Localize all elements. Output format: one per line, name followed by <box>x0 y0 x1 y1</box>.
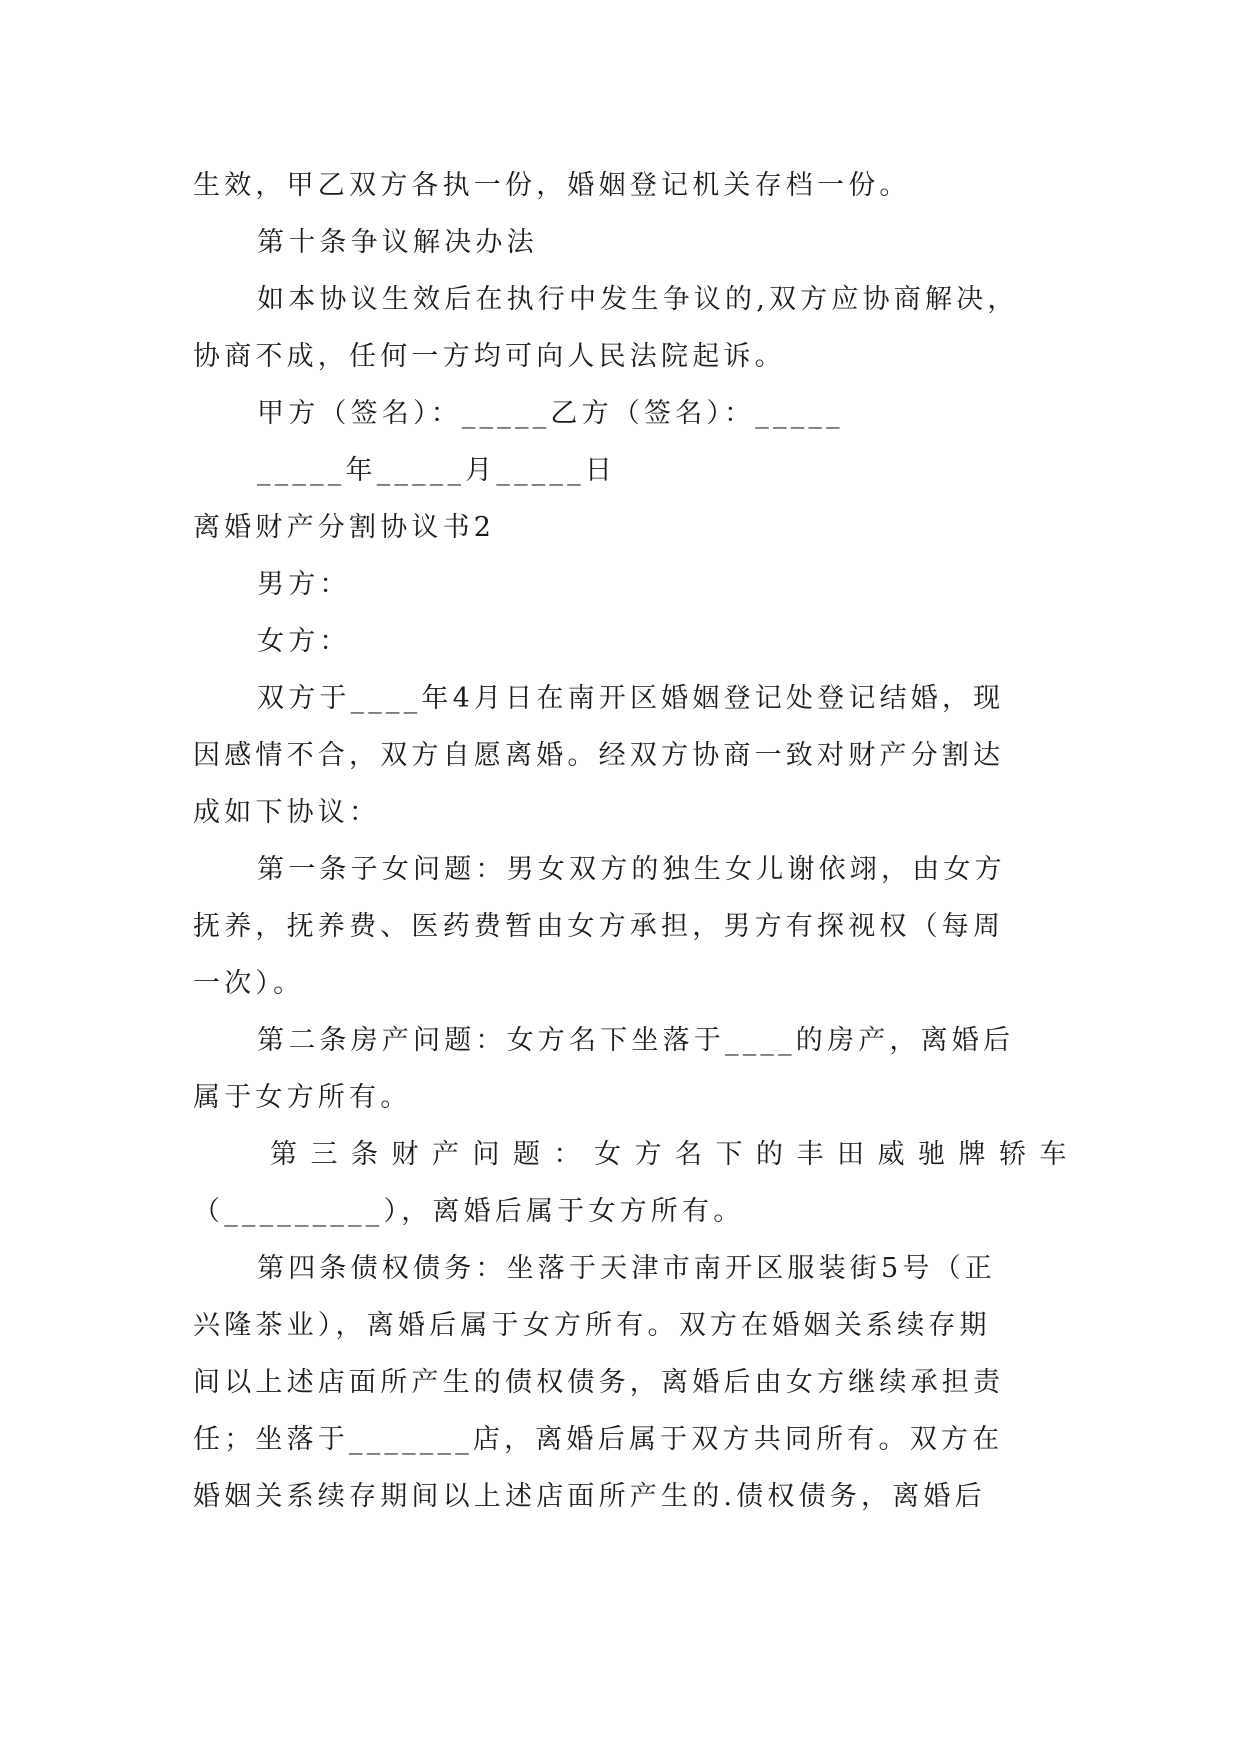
text-line: 第四条债权债务：坐落于天津市南开区服装街5号（正 <box>257 1253 996 1284</box>
text-line: 任；坐落于_______店，离婚后属于双方共同所有。双方在 <box>193 1424 1004 1455</box>
party-male: 男方： <box>257 569 351 600</box>
text-line: 间以上述店面所产生的债权债务，离婚后由女方继续承担责 <box>193 1367 1005 1398</box>
date-line: _____年_____月_____日 <box>257 455 617 486</box>
signature-line: 甲方（签名）：_____乙方（签名）：_____ <box>257 398 844 429</box>
text-line: 第三条财产问题：女方名下的丰田威驰牌轿车 <box>270 1139 1080 1170</box>
text-line: 双方于____年4月日在南开区婚姻登记处登记结婚，现 <box>257 683 1005 714</box>
text-line: 一次）。 <box>193 968 305 999</box>
text-line: 生效，甲乙双方各执一份，婚姻登记机关存档一份。 <box>193 170 911 201</box>
text-line: 兴隆茶业），离婚后属于女方所有。双方在婚姻关系续存期 <box>193 1310 991 1341</box>
text-line: 属于女方所有。 <box>193 1082 412 1113</box>
text-line: 抚养，抚养费、医药费暂由女方承担，男方有探视权（每周 <box>193 911 1005 942</box>
text-line: （_________），离婚后属于女方所有。 <box>193 1196 745 1227</box>
party-female: 女方： <box>257 626 351 657</box>
text-line: 因感情不合，双方自愿离婚。经双方协商一致对财产分割达 <box>193 740 1005 771</box>
text-line: 第一条子女问题：男女双方的独生女儿谢依翊，由女方 <box>257 854 1006 885</box>
text-line: 第二条房产问题：女方名下坐落于____的房产，离婚后 <box>257 1025 1015 1056</box>
text-line: 如本协议生效后在执行中发生争议的,双方应协商解决， <box>257 284 1019 315</box>
text-line: 协商不成，任何一方均可向人民法院起诉。 <box>193 341 786 372</box>
section-heading: 第十条争议解决办法 <box>257 227 538 258</box>
text-line: 成如下协议： <box>193 797 381 828</box>
document-title: 离婚财产分割协议书2 <box>193 512 496 543</box>
text-line: 婚姻关系续存期间以上述店面所产生的.债权债务，离婚后 <box>193 1481 986 1512</box>
